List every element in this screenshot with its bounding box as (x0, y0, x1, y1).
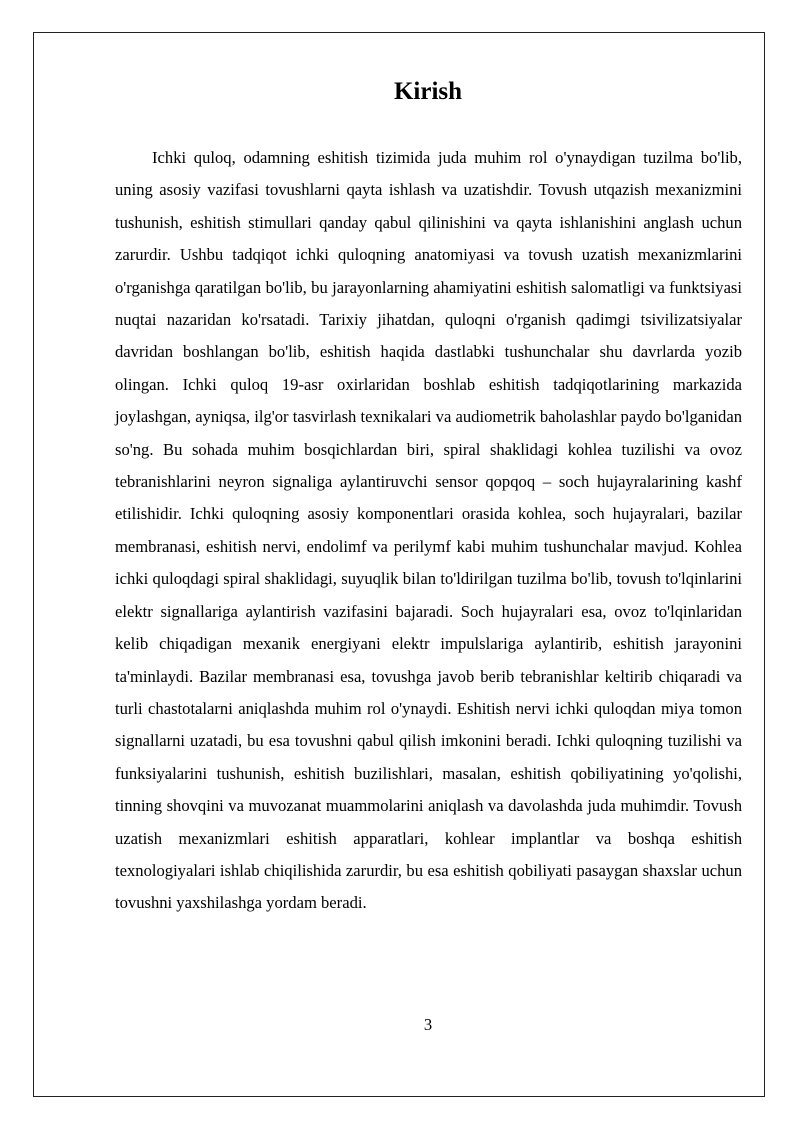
page-number: 3 (423, 1015, 433, 1034)
body-paragraph: Ichki quloq, odamning eshitish tizimida juda muhim rol o'ynaydigan tuzilma bo'lib, uning asosiy vazifasi tovushlarni qayta ishlash va uzatishdir. Tovush utqazish mexanizmini tushunish, eshitish stimullari qanday qabul qilinishini va qayta ishlanishini anglash uchun zarurdir. Ushbu tadqiqot ichki quloqning anatomiyasi va tovush uzatish mexanizmlarini o'rganishga qaratilgan bo'lib, bu jarayonlarning ahamiyatini eshitish salomatligi va funktsiyasi nuqtai nazaridan ko'rsatadi. Tarixiy jihatdan, quloqni o'rganish qadimgi tsivilizatsiyalar davridan boshlangan bo'lib, eshitish haqida dastlabki tushunchalar shu davrlarda yozib olingan. Ichki quloq 19-asr oxirlaridan boshlab eshitish tadqiqotlarining markazida joylashgan, ayniqsa, ilg'or tasvirlash texnikalari va audiometrik baholashlar paydo bo'lganidan so'ng. Bu sohada muhim bosqichlardan biri, spiral shaklidagi kohlea tuzilishi va ovoz tebranishlarini neyron signaliga aylantiruvchi sensor qopqoq – soch hujayralarining kashf etilishidir. Ichki quloqning asosiy komponentlari orasida kohlea, soch hujayralari, bazilar membranasi, eshitish nervi, endolimf va perilymf kabi muhim tushunchalar mavjud. Kohlea ichki quloqdagi spiral shaklidagi, suyuqlik bilan to'ldirilgan tuzilma bo'lib, tovush to'lqinlarini elektr signallariga aylantirish vazifasini bajaradi. Soch hujayralari esa, ovoz to'lqinlaridan kelib chiqadigan mexanik energiyani elektr impulslariga aylantirib, eshitish jarayonini ta'minlaydi. Bazilar membranasi esa, tovushga javob berib tebranishlar keltirib chiqaradi va turli chastotalarni aniqlashda muhim rol o'ynaydi. Eshitish nervi ichki quloqdan miya tomon signallarni uzatadi, bu esa tovushni qabul qilish imkonini beradi. Ichki quloqning tuzilishi va funksiyalarini tushunish, eshitish buzilishlari, masalan, eshitish qobiliyatining yo'qolishi, tinning shovqini va muvozanat muammolarini aniqlash va davolashda juda muhimdir. Tovush uzatish mexanizmlari eshitish apparatlari, kohlear implantlar va boshqa eshitish texnologiyalari ishlab chiqilishida zarurdir, bu esa eshitish qobiliyati pasaygan shaxslar uchun tovushni yaxshilashga yordam beradi. (115, 148, 742, 913)
page-title: Kirish (393, 78, 463, 105)
